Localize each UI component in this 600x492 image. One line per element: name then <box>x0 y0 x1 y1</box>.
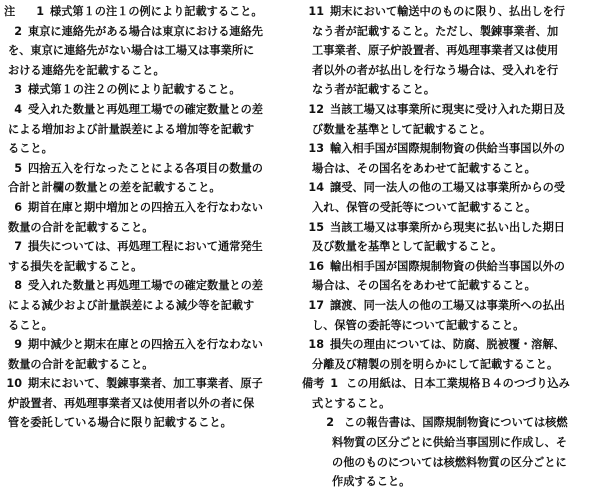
note-text: 及び数量を基準として記載すること。 <box>312 240 503 254</box>
note-continuation-line <box>302 453 596 473</box>
note-continuation-line <box>302 80 596 100</box>
note-item <box>302 374 596 413</box>
note-text: この報告書は、国際規制物資については核燃 <box>344 416 568 430</box>
note-text: の他のものについては核燃料物質の区分ごとに <box>332 455 567 469</box>
note-text: 譲受、同一法人の他の工場又は事業所からの受 <box>330 181 565 195</box>
note-first-line <box>4 374 298 394</box>
note-item <box>302 335 596 374</box>
note-text: 式とすること。 <box>312 396 391 410</box>
note-text: 期中減少と期末在庫との四捨五入を行なわない <box>28 338 263 352</box>
left-column <box>4 2 298 487</box>
note-text: 譲渡、同一法人の他の工場又は事業所への払出 <box>330 298 565 312</box>
note-first-line <box>302 296 596 316</box>
note-text: び数量を基準として記載すること。 <box>312 122 492 136</box>
note-text: 数量の合計を記載すること。 <box>8 357 154 371</box>
note-item <box>302 139 596 178</box>
note-item <box>4 237 298 276</box>
note-item <box>4 80 298 100</box>
note-text: 期末において輸送中のものに限り、払出しを行 <box>330 5 565 18</box>
note-text: 入れ、保管の受託等について記載すること。 <box>312 200 537 214</box>
note-item <box>4 159 298 198</box>
note-continuation-line <box>4 394 298 414</box>
note-text: なう者が記載すること。ただし、製錬事業者、加 <box>312 24 559 38</box>
note-text: 工事業者、原子炉設置者、再処理事業者又は使用 <box>312 44 559 58</box>
right-column <box>302 2 596 487</box>
note-item <box>302 257 596 296</box>
note-first-line <box>4 237 298 257</box>
note-continuation-line <box>302 120 596 140</box>
note-continuation-line <box>302 61 596 81</box>
note-number: 16 <box>308 259 324 273</box>
note-number: 5 <box>14 161 22 175</box>
note-first-line <box>302 139 596 159</box>
note-text: なう者が記載すること。 <box>312 83 436 97</box>
note-item <box>302 413 596 491</box>
note-number: 9 <box>14 338 22 352</box>
note-number: 18 <box>308 338 324 352</box>
note-first-line <box>4 22 298 42</box>
note-text: 場合は、その国名をあわせて記載すること。 <box>312 161 536 175</box>
note-text: による増加および計量誤差による増加等を記載す <box>8 122 255 136</box>
note-text: を、東京に連絡先がない場合は工場又は事業所に <box>8 44 255 58</box>
note-continuation-line <box>302 41 596 61</box>
note-continuation-line <box>302 316 596 336</box>
note-number: 15 <box>308 220 324 234</box>
note-prefix: 備考 <box>302 377 325 391</box>
note-item <box>302 100 596 139</box>
note-number: 6 <box>14 200 22 214</box>
note-text: 合計と計欄の数量との差を記載すること。 <box>8 181 221 195</box>
note-first-line <box>4 80 298 100</box>
note-first-line <box>4 335 298 355</box>
note-text: 期首在庫と期中増加との四捨五入を行なわない <box>28 200 263 214</box>
note-text: 数量の合計を記載すること。 <box>8 220 154 234</box>
note-continuation-line <box>4 355 298 375</box>
note-item <box>4 198 298 237</box>
note-continuation-line <box>4 296 298 316</box>
note-text: 様式第１の注１の例により記載すること。 <box>50 5 263 18</box>
note-continuation-line <box>302 22 596 42</box>
note-item <box>4 22 298 81</box>
note-number: 8 <box>14 279 22 293</box>
note-text: による減少および計量誤差による減少等を記載す <box>8 298 255 312</box>
note-number: 7 <box>14 240 22 254</box>
note-continuation-line <box>302 433 596 453</box>
note-first-line <box>302 335 596 355</box>
note-number: 4 <box>14 102 22 116</box>
note-first-line <box>302 100 596 120</box>
note-first-line <box>302 178 596 198</box>
note-item <box>302 178 596 217</box>
note-number: 17 <box>308 298 324 312</box>
note-first-line <box>4 159 298 179</box>
note-number: 2 <box>14 24 22 38</box>
note-continuation-line <box>4 218 298 238</box>
note-item <box>4 374 298 433</box>
note-continuation-line <box>302 355 596 375</box>
note-text: 炉設置者、再処理事業者又は使用者以外の者に保 <box>8 396 255 410</box>
note-text: し、保管の委託等について記載すること。 <box>312 318 525 332</box>
note-item <box>302 2 596 100</box>
note-text: 東京に連絡先がある場合は東京における連絡先 <box>28 24 263 38</box>
note-prefix: 注 <box>4 5 16 18</box>
note-number: 10 <box>6 377 22 391</box>
note-first-line <box>4 198 298 218</box>
note-number: 11 <box>308 5 324 18</box>
note-text: 様式第１の注２の例により記載すること。 <box>28 83 241 97</box>
note-text: 輸入相手国が国際規制物資の供給当事国以外の <box>330 142 565 156</box>
note-text: 当該工場又は事業所に現実に受け入れた期日及 <box>330 102 565 116</box>
note-continuation-line <box>4 61 298 81</box>
note-first-line <box>302 257 596 277</box>
note-text: 損失の理由については、防腐、脱被覆・溶解、 <box>330 338 565 352</box>
note-text: 場合は、その国名をあわせて記載すること。 <box>312 279 536 293</box>
note-text: 作成すること。 <box>332 475 411 489</box>
note-continuation-line <box>302 276 596 296</box>
note-text: 期末において、製錬事業者、加工事業者、原子 <box>28 377 263 391</box>
note-first-line <box>302 374 596 394</box>
note-continuation-line <box>4 178 298 198</box>
note-text: 受入れた数量と再処理工場での確定数量との差 <box>28 102 263 116</box>
note-first-line <box>4 276 298 296</box>
note-number: 12 <box>308 102 324 116</box>
note-text: 輸出相手国が国際規制物資の供給当事国以外の <box>330 259 565 273</box>
note-item <box>4 276 298 335</box>
note-text: 料物質の区分ごとに供給当事国別に作成し、そ <box>332 436 567 450</box>
note-text: 四捨五入を行なったことによる各項目の数量の <box>28 161 263 175</box>
note-text: 管を委託している場合に限り記載すること。 <box>8 416 232 430</box>
note-continuation-line <box>4 120 298 140</box>
note-text: この用紙は、日本工業規格Ｂ４のつづり込み <box>346 377 570 391</box>
note-first-line <box>4 2 298 22</box>
note-continuation-line <box>4 413 298 433</box>
note-number: 2 <box>326 416 334 430</box>
note-continuation-line <box>302 472 596 492</box>
note-continuation-line <box>302 159 596 179</box>
note-continuation-line <box>302 394 596 414</box>
note-continuation-line <box>4 41 298 61</box>
note-text: ること。 <box>8 318 53 332</box>
note-item <box>4 2 298 22</box>
note-text: 損失については、再処理工程において通常発生 <box>28 240 263 254</box>
note-text: 受入れた数量と再処理工場での確定数量との差 <box>28 279 263 293</box>
note-first-line <box>302 413 596 433</box>
note-number: 1 <box>330 377 338 391</box>
note-continuation-line <box>4 139 298 159</box>
note-first-line <box>4 100 298 120</box>
note-item <box>302 296 596 335</box>
note-number: 1 <box>36 5 44 18</box>
note-text: 者以外の者が払出しを行なう場合は、受入れを行 <box>312 63 559 77</box>
note-continuation-line <box>302 198 596 218</box>
note-text: おける連絡先を記載すること。 <box>8 63 165 77</box>
note-text: ること。 <box>8 142 53 156</box>
note-continuation-line <box>4 257 298 277</box>
note-first-line <box>302 218 596 238</box>
note-text: する損失を記載すること。 <box>8 259 143 273</box>
note-item <box>4 335 298 374</box>
note-continuation-line <box>302 237 596 257</box>
note-number: 14 <box>308 181 324 195</box>
note-item <box>4 100 298 159</box>
note-item <box>302 218 596 257</box>
note-text: 分離及び精製の別を明らかにして記載すること。 <box>312 357 559 371</box>
note-number: 3 <box>14 83 22 97</box>
note-first-line <box>302 2 596 22</box>
note-text: 当該工場又は事業所から現実に払い出した期日 <box>330 220 565 234</box>
note-number: 13 <box>308 142 324 156</box>
note-continuation-line <box>4 316 298 336</box>
